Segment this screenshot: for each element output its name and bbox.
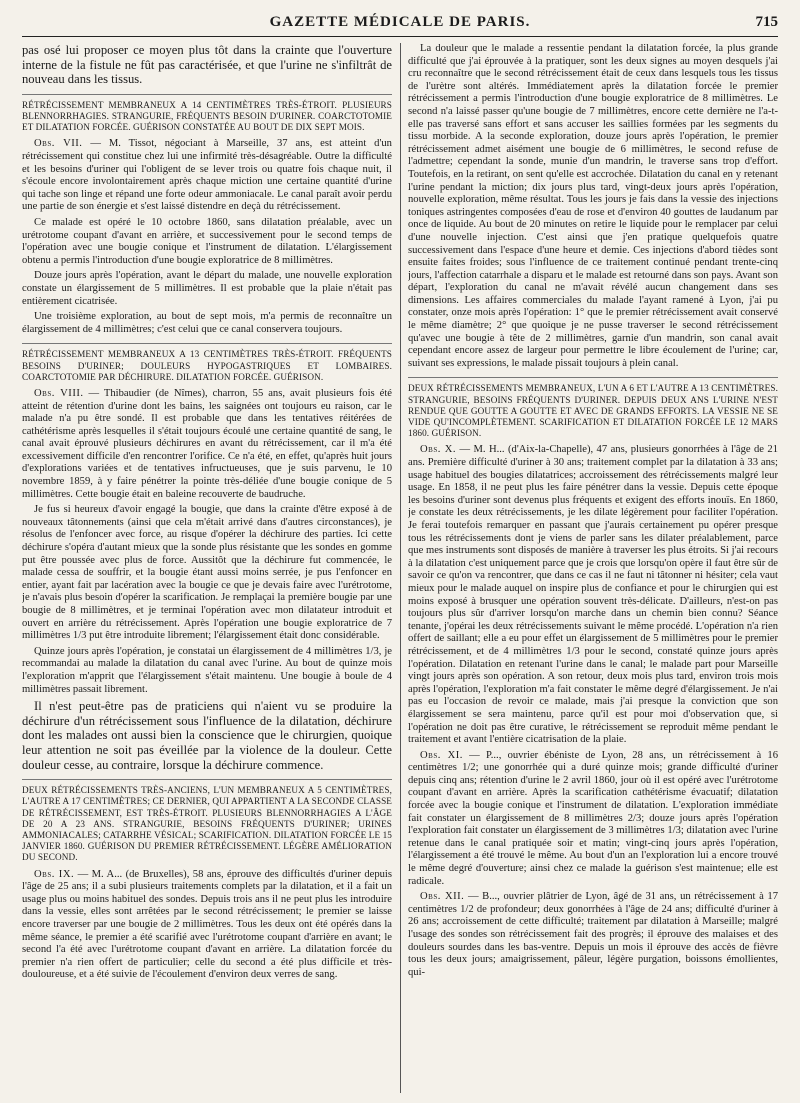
body-paragraph <box>22 217 392 267</box>
section-separator <box>22 343 392 344</box>
paragraph-text: Il n'est peut-être pas de praticiens qui n'aient vu se produire la déchirure d'un rétrécissement sous l'influence de la dilatation, déchirure dont les malades ont aussi bien la conscience que le chirurgien, quoique leur attention ne soit pas éveillée par la violence de la douleur. Cette douleur cesse, au contraire, lorsque la déchirure commence. <box>22 699 392 772</box>
paragraph-text: pas osé lui proposer ce moyen plus tôt dans la crainte que l'ouverture interne de la fistule ne fût pas caractérisée, et que l'urine ne s'infiltrât de nouveau dans les tissus. <box>22 43 392 87</box>
paragraph-text: Ce malade est opéré le 10 octobre 1860, sans dilatation préalable, avec un urétrotome coupant d'avant en arrière, et successivement pour le second temps de l'opération avec une bougie conique et l'instrument de dilatation. L'élargissement obtenu a permis l'introduction d'une bougie exploratrice de 8 millimètres. <box>22 216 392 266</box>
observation-label: Obs. VIII. <box>34 387 84 399</box>
paragraph-text: Une troisième exploration, au bout de sept mois, m'a permis de reconnaître un élargissement de 4 millimètres; c'est celui que ce canal conservera toujours. <box>22 311 392 335</box>
paragraph-text: Douze jours après l'opération, avant le départ du malade, une nouvelle exploration constate un élargissement de 5 millimètres. Il est probable que la plaie n'était pas entièrement cicatrisée. <box>22 270 392 307</box>
observation-label: Obs. IX. <box>34 868 75 880</box>
paragraph-text: — B..., ouvrier plâtrier de Lyon, âgé de 31 ans, un rétrécissement à 17 centimètres 1/2 de profondeur; deux gonorrhées à l'âge de 24 ans; difficulté d'uriner à 26 ans; accroissement de cette difficulté; traitement par dilatation à Marseille; malgré l'usage des sondes son rétrécissement fait des progrès; il éprouve des malaises et des douleurs sourdes dans les bas-ventre. Depuis un mois il éprouve des accès de fièvre tous les deux jours; amaigrissement, pâleur, légère purgation, boissons émollientes, qui- <box>408 891 778 978</box>
paragraph-text: — Thibaudier (de Nîmes), charron, 55 ans, avait plusieurs fois été atteint de rétention d'urine dont les bains, les saignées ont toujours eu raison, car le malade n'a pu être sondé. Il est probable que dans les tentatives réitérées de cathétérisme après lesquelles il s'était toujours écoulé une certaine quantité de sang, le canal avait éprouvé plusieurs déchirures en avant du rétrécissement, car il m'a été excessivement difficile d'en rencontrer l'orifice. Ce n'a été, en effet, qu'après huit jours d'explorations variées et de tentatives infructueuses, que je suis parvenu, le 10 novembre 1859, à y faire pénétrer la pointe très-déliée d'une bougie conique de 5 millimètres. Cette bougie était en baleine recouverte de baudruche. <box>22 387 392 500</box>
body-paragraph <box>22 311 392 336</box>
observation-label: Obs. X. <box>420 444 457 456</box>
paragraph-text: Quinze jours après l'opération, je constatai un élargissement de 4 millimètres 1/3, je recommandai au malade la dilatation du canal avec l'urine. Au bout de quinze mois l'exploration m'apprit que l'élargissement s'était maintenu. Une bougie à boule de 4 millimètres passait librement. <box>22 645 392 695</box>
text-columns <box>22 43 778 1093</box>
paragraph-text: — P..., ouvrier ébéniste de Lyon, 28 ans, un rétrécissement à 16 centimètres 1/2; une gonorrhée qui a duré quinze mois; grande difficulté d'uriner depuis cinq ans; rétention d'urine le 2 avril 1860, jour où il est opéré avec l'urétrotome coupant d'avant en arrière. Après la scarification cathétérisme évacuatif; dilatation forcée avec la bougie conique et l'instrument de dilatation. L'exploration immédiate fait constater un élargissement de 8 millimètres 2/3; douze jours après l'opération l'exploration fait constater un élargissement de 3 millimètres 1/3; dilatation avec l'urine retenue dans le canal pratiquée soir et matin; vingt-cinq jours après l'opération, l'élargissement a été trouvé le même. Au bout d'un an l'exploration lui a encore trouvé le même degré d'ouverture; ainsi chez ce malade la guérison s'est maintenue; elle est radicale. <box>408 749 778 887</box>
observation-label: Obs. VII. <box>34 138 83 150</box>
case-heading: RÉTRÉCISSEMENT MEMBRANEUX A 14 CENTIMÈTRES TRÈS-ÉTROIT. PLUSIEURS BLENNORRHAGIES. STRANGURIE, FRÉQUENTS BESOIN D'URINER. COARCTOTOMIE ET DILATATION FORCÉE. GUÉRISON CONSTATÉE AU BOUT DE DIX SEPT MOIS. <box>22 99 392 133</box>
body-paragraph <box>22 699 392 772</box>
case-heading: RÉTRÉCISSEMENT MEMBRANEUX A 13 CENTIMÈTRES TRÈS-ÉTROIT. FRÉQUENTS BESOINS D'URINER; DOULEURS HYPOGASTRIQUES ET LOMBAIRES. COARCTOTOMIE PAR DÉCHIRURE. DILATATION FORCÉE. GUÉRISON. <box>22 349 392 382</box>
body-paragraph <box>22 504 392 643</box>
left-column <box>22 43 392 1093</box>
page-number: 715 <box>755 14 778 30</box>
observation-paragraph <box>22 869 392 982</box>
journal-title: GAZETTE MÉDICALE DE PARIS. <box>269 14 531 30</box>
body-paragraph <box>22 270 392 308</box>
observation-paragraph <box>408 750 778 889</box>
right-column <box>408 43 778 1093</box>
observation-paragraph <box>408 444 778 746</box>
body-paragraph <box>22 646 392 696</box>
paragraph-text: La douleur que le malade a ressentie pendant la dilatation forcée, la plus grande difficulté que j'ai éprouvée à la pratiquer, sont les deux signes au moyen desquels j'ai cru reconnaître que le second rétrécissement était de ceux dans lesquels tous les tissus de l'urètre sont altérés. Immédiatement après la dilatation forcée le premier rétrécissement a permis l'introduction d'une bougie exploratrice de 8 millimètres. Le second n'a laissé passer qu'une bougie de 7 millimètres, encore cette dernière ne l'a-t-elle pas traversé sans effort et sans accuser les saillies formées par les segments du tissu morbide. A la seconde exploration, douze jours après l'opération, le premier rétrécissement admet aisément une bougie de 6 millimètres, le second refuse de l'admettre; cependant la sonde, munie d'un mandrin, le traverse sans trop d'effort. Toutefois, en la retirant, on sent qu'elle est accrochée. Dilatation du canal en y retenant l'urine pendant la miction; dix jours plus tard, vingt-deux jours après l'opération, nouvelle exploration, même résultat. Tous les jours je fais dans la vessie des injections toniques astringentes composées d'eau de rose et d'environ 40 gouttes de laudanum par once de liquide. Au bout de 20 minutes on retire le liquide pour le remplacer par celui d'une nouvelle injection. C'est ainsi que j'en pratique quelquefois quatre successivement dans l'espace d'une heure et demie. Ces injections d'abord tièdes sont ensuite faites froides; sous l'influence de ce traitement continué pendant trente-cinq jours, l'affection catarrhale a disparu et le malade est retourné dans son pays. Avant son départ, l'exploration du canal ne m'avait révélé aucun changement dans ses dimensions. Les affaires commerciales du malade l'ayant ramené à Lyon, j'ai pu constater, onze mois après l'opération: 1° que le premier rétrécissement avait conservé le même diamètre; 2° que quoique je ne pusse traverser le second rétrécissement qu'avec une bougie à tête de 2 millimètres, garnie d'un mandrin, son canal avait cependant encore assez de largeur pour permettre le libre écoulement de l'urine; car, suivant ses expressions, le malade pissait toujours à plein canal. <box>408 43 778 369</box>
observation-paragraph <box>22 388 392 501</box>
observation-paragraph <box>22 138 392 214</box>
paragraph-text: — M. Tissot, négociant à Marseille, 37 ans, est atteint d'un rétrécissement qui constitue chez lui une infirmité très-désagréable. Outre la difficulté et les besoins d'uriner qui l'obligent de se lever trois ou quatre fois chaque nuit, il s'écoule encore involontairement après chaque miction une certaine quantité d'urine qui tache son linge et répand une forte odeur ammoniacale. Le canal paraît avoir perdu une partie de son énergie et s'est laissé distendre en deçà du rétrécissement. <box>22 138 392 213</box>
paragraph-text: Je fus si heureux d'avoir engagé la bougie, que dans la crainte d'être exposé à de nouveaux tâtonnements (ainsi que cela m'était arrivé dans d'autres circonstances), je résolus de l'enfoncer avec force, au risque d'opérer la déchirure des parties. Ici cette déchirure s'opéra d'autant mieux que la sonde plus résistante que les sondes en gomme put être poussée avec plus de force. Aussitôt que la déchirure fut commencée, le malade cessa de souffrir, et la bougie étant aussi moins serrée, je pus l'enfoncer en entier, ayant fait par lacération avec la bougie ce que je devais faire avec l'urétrotome, je n'avais plus besoin d'opérer la scarification. Je remplaçai la première bougie par une bougie de 8 millimètres, et je terminai l'opération avec mon dilatateur introduit et ouvert en arrière du rétrécissement. Après l'opération une bougie exploratrice de 7 millimètres 1/3 put être introduite librement; l'élargissement était donc considérable. <box>22 504 392 642</box>
section-separator <box>22 779 392 780</box>
case-heading: DEUX RÉTRÉCISSEMENTS TRÈS-ANCIENS, L'UN MEMBRANEUX A 5 CENTIMÈTRES, L'AUTRE A 17 CENTIMÈTRES; CE DERNIER, QUI APPARTIENT A LA SECONDE CLASSE DE RÉTRÉCISSEMENT, EST TRÈS-ÉTROIT. PLUSIEURS BLENNORRHAGIES A L'ÂGE DE 20 A 23 ANS. STRANGURIE, BESOINS FRÉQUENTS D'URINER; URINES AMMONIACALES; CATARRHE VÉSICAL; SCARIFICATION. DILATATION FORCÉE LE 15 JANVIER 1860. GUÉRISON DU PREMIER RÉTRÉCISSEMENT. LÉGÈRE AMÉLIORATION DU SECOND. <box>22 785 392 863</box>
body-paragraph <box>22 43 392 87</box>
observation-label: Obs. XII. <box>420 891 465 903</box>
body-paragraph <box>408 43 778 370</box>
section-separator <box>408 377 778 378</box>
case-heading: DEUX RÉTRÉCISSEMENTS MEMBRANEUX, L'UN A 6 ET L'AUTRE A 13 CENTIMÈTRES. STRANGURIE, BESOINS FRÉQUENTS D'URINER. DEPUIS DEUX ANS L'URINE N'EST RENDUE QUE GOUTTE A GOUTTE ET AVEC DE GRANDS EFFORTS. LA VESSIE NE SE VIDE QU'INCOMPLÈTEMENT. SCARIFICATION ET DILATATION FORCÉE LE 12 MARS 1860. GUÉRISON. <box>408 383 778 439</box>
running-header <box>22 14 778 37</box>
section-separator <box>22 94 392 95</box>
column-rule <box>400 43 401 1093</box>
paragraph-text: — M. H... (d'Aix-la-Chapelle), 47 ans, plusieurs gonorrhées à l'âge de 21 ans. Première difficulté d'uriner à 30 ans; traitement complet par la dilatation à 33 ans; usage habituel des bougies dilatatrices; accroissement des rétrécissements malgré leur usage. En 1858, il ne peut plus les faire pénétrer dans la vessie. Depuis cette époque les besoins d'uriner sont devenus plus fréquents et exigent des efforts inouïs. En 1860, je constate les deux rétrécissements, je les dilate légèrement pour faciliter l'opération. Je ferai toutefois remarquer en passant que j'aurais certainement pu opérer presque tous les rétrécissements dont je viens de parler sans les dilater préalablement, parce que mes instruments sont disposés de manière à traverser les plus étroits. Si j'ai recours à la dilatation c'est uniquement parce que je crois que lorsqu'on opère il faut être sûr de savoir ce qu'on va rencontrer, que dans ce cas il ne faut ni tâtonner ni hésiter; cela vaut mieux pour le malade auquel on inspire plus de confiance et pour le chirurgien qui est moins exposé à brusquer une opération souvent très-délicate. D'ailleurs, n'est-on pas toujours plus sûr d'arriver lorsqu'on marche dans un chemin bien connu? Séance tenante, j'opérai les deux rétrécissements suivant le même procédé. L'opération n'a rien offert de saillant; elle a eu pour effet un élargissement de 5 millimètres pour le premier rétrécissement, et de 4 millimètres 1/3 pour le second, constaté quinze jours après l'opération. Dilatation en retenant l'urine dans le canal; le malade part pour Marseille vingt jours après son opération. A son retour, deux mois plus tard, environ trois mois après l'opération, l'exploration m'a fait constater le même degré d'élargissement. Je n'ai pas eu l'occasion de revoir ce malade, mais j'ai presque la conviction que son élargissement se sera maintenu, parce qu'il est pour moi d'observation que, si l'opération ne doit pas être curative, le rétrécissement se reproduit même pendant le traitement et avant l'entière cicatrisation de la plaie. <box>408 444 778 746</box>
observation-paragraph <box>408 891 778 979</box>
observation-label: Obs. XI. <box>420 749 463 761</box>
paragraph-text: — M. A... (de Bruxelles), 58 ans, éprouve des difficultés d'uriner depuis l'âge de 25 ans; il a subi plusieurs traitements complets par la dilatation, et il a fait un usage plus ou moins habituel des sondes. Depuis trois ans il ne peut plus les introduire dans la vessie, elles sont arrêtées par le second rétrécissement; le premier se laisse encore traverser par une bougie de 2 millimètres. Tous les deux ont été opérés dans la même séance, le premier a été scarifié avec l'urétrotome coupant d'arrière en avant; le second l'a été avec l'urétrotome coupant d'avant en arrière. La dilatation forcée du premier n'a rien offert de particulier; celle du second a été plus difficile et très-douloureuse, et a été suivie de l'écoulement d'environ deux verres de sang. <box>22 868 392 981</box>
